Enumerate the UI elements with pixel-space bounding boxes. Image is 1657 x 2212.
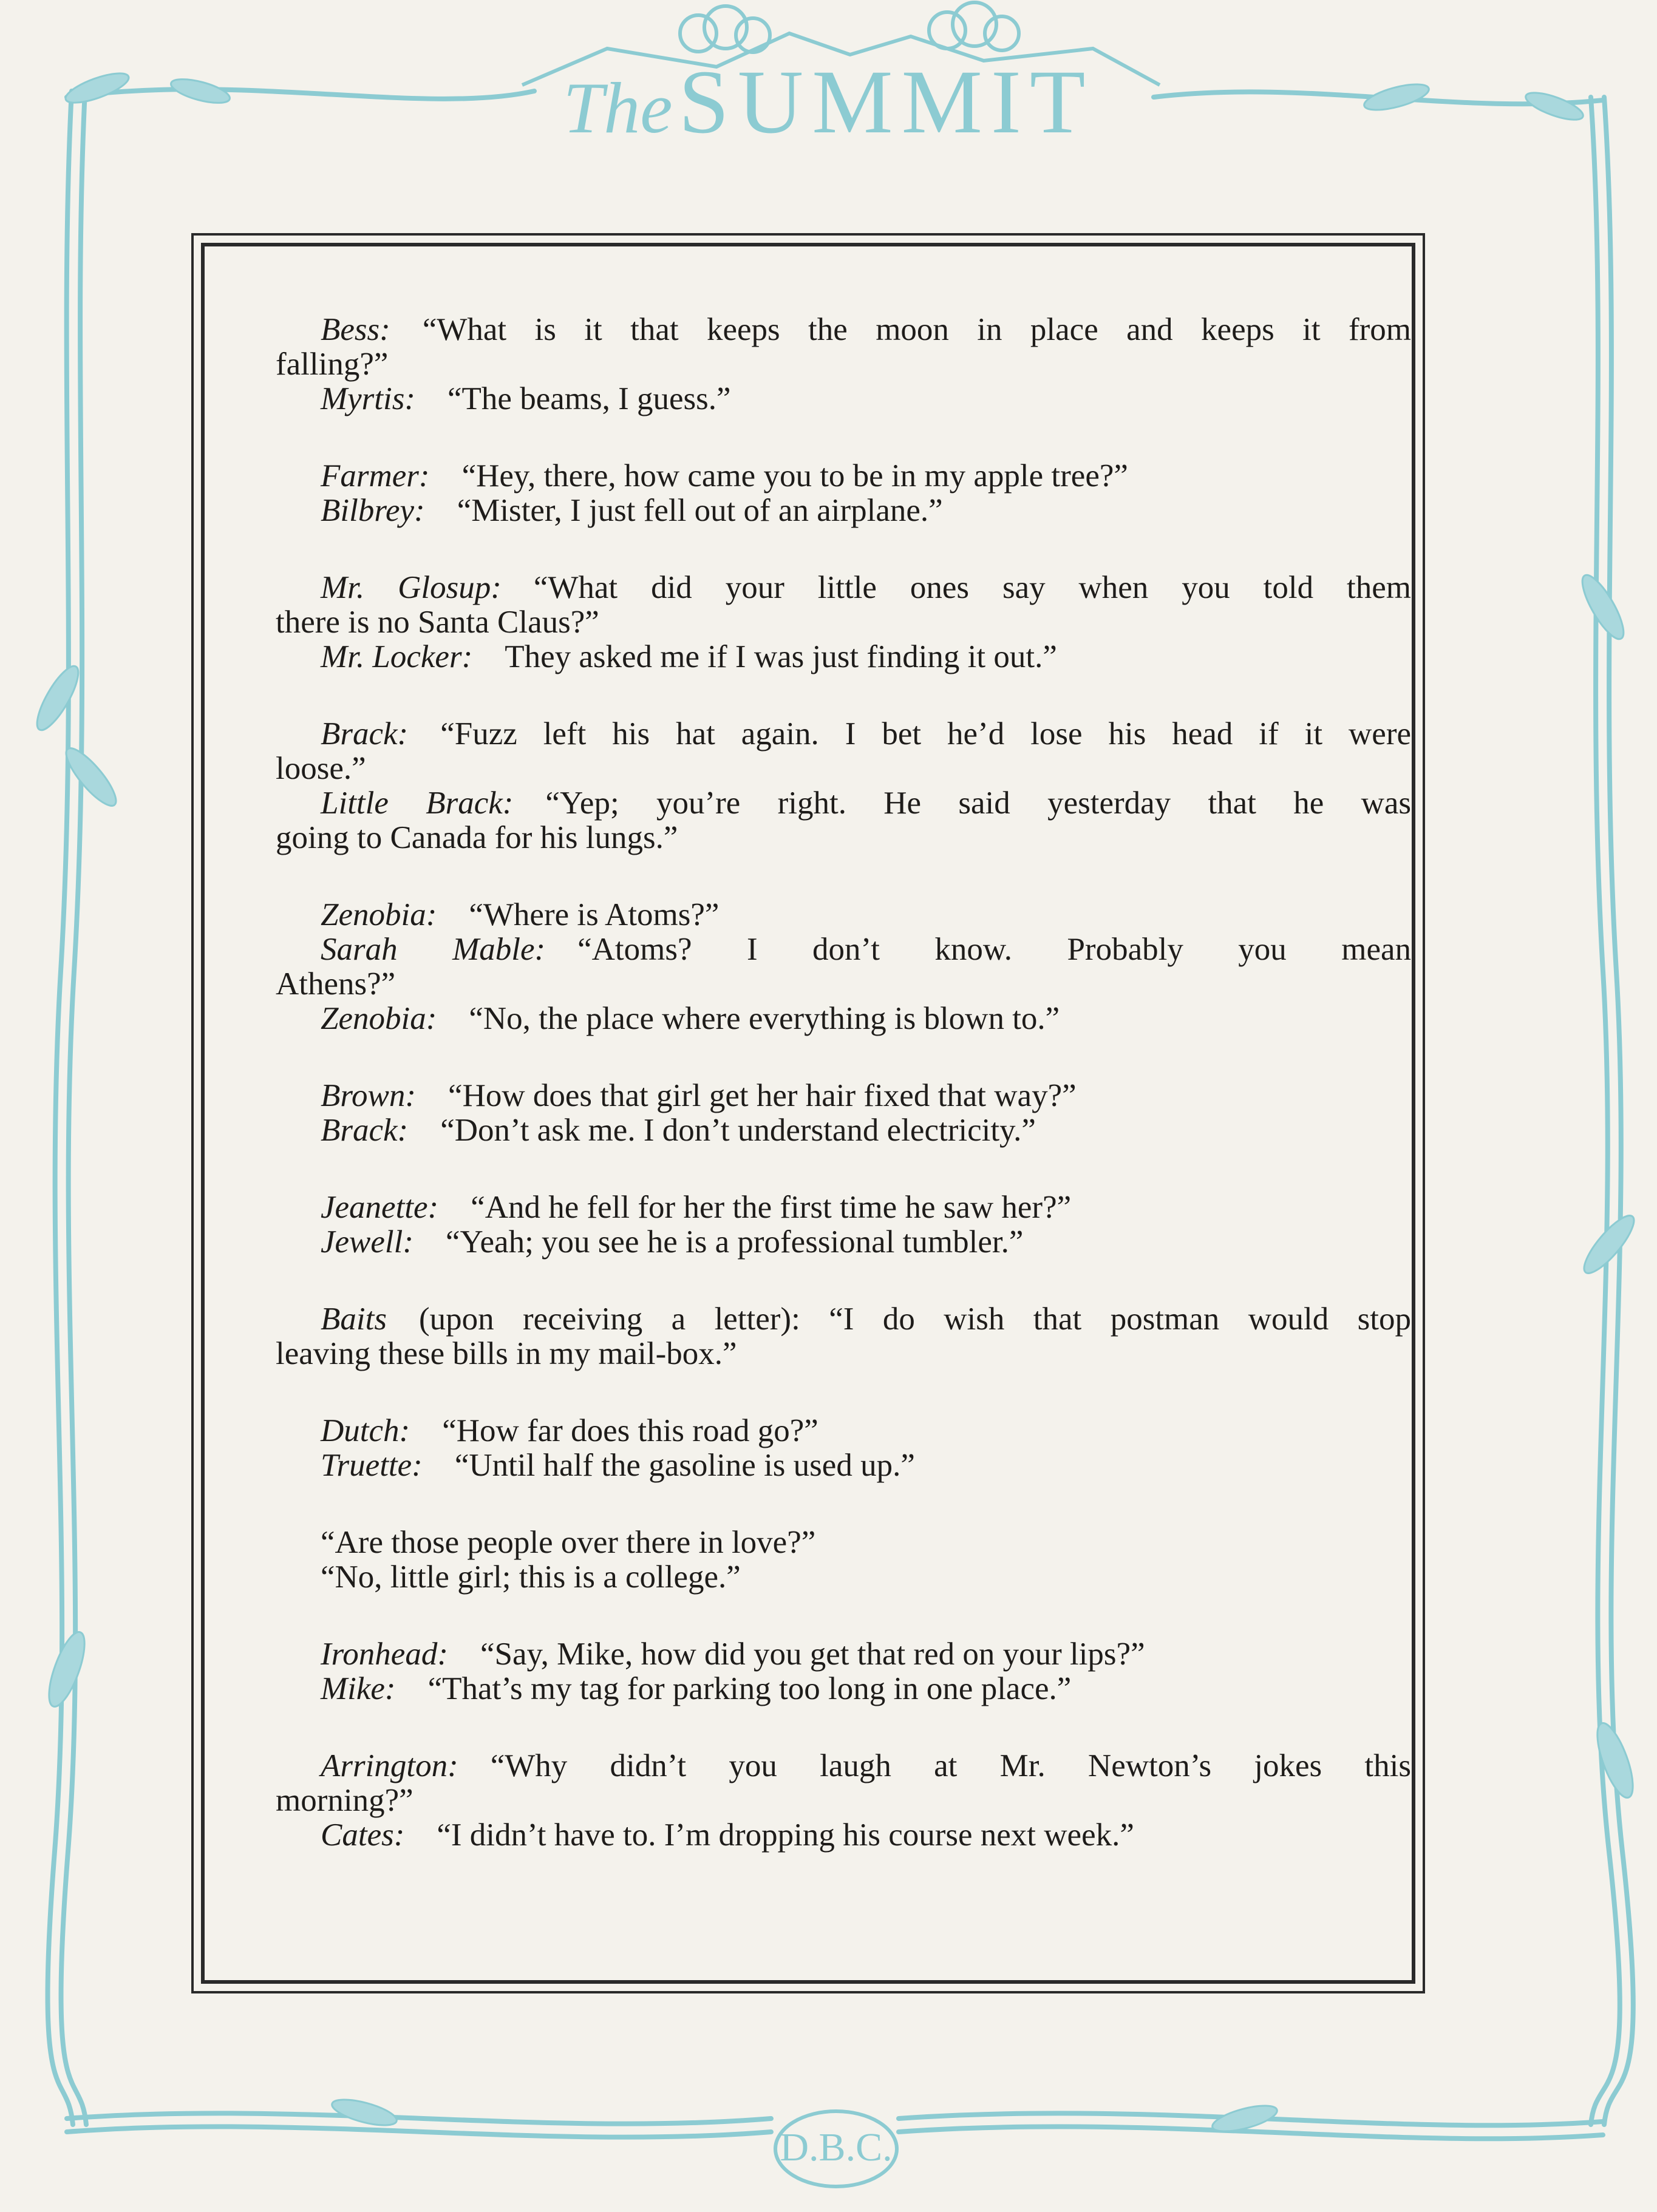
exchange xyxy=(276,717,1411,855)
speaker-name: Dutch: xyxy=(321,1413,410,1448)
exchange xyxy=(276,1190,1411,1260)
speaker-name: Mr. Locker: xyxy=(321,639,473,674)
exchange xyxy=(276,1749,1411,1853)
dialogue-line xyxy=(276,1560,1411,1595)
cloud-icon xyxy=(929,12,965,49)
dialogue-text: morning?” xyxy=(276,1783,413,1818)
speaker-name: Zenobia: xyxy=(321,1001,437,1036)
leaf-icon xyxy=(1575,570,1630,644)
dialogue-line xyxy=(276,1448,1411,1483)
title-prefix: The xyxy=(563,67,673,148)
dialogue-line xyxy=(276,1190,1411,1225)
dialogue-line xyxy=(276,1818,1411,1853)
dialogue-text: “How does that girl get her hair fixed that way?” xyxy=(448,1078,1077,1113)
title-word: SUMMIT xyxy=(678,52,1094,152)
dialogue-text: “Yeah; you see he is a professional tumbler.” xyxy=(446,1224,1024,1260)
speaker-name: Brown: xyxy=(321,1078,417,1113)
dialogue-line xyxy=(276,717,1411,751)
dialogue-text: (upon receiving a letter): “I do wish that postman would stop xyxy=(418,1301,1411,1337)
dialogue-text: Athens?” xyxy=(276,966,396,1002)
dialogue-text: “Atoms? I don’t know. Probably you mean xyxy=(577,932,1411,967)
dialogue-text: falling?” xyxy=(276,347,389,382)
exchange xyxy=(276,1414,1411,1483)
dialogue-line xyxy=(276,1225,1411,1260)
dialogue-text: “Are those people over there in love?” xyxy=(321,1525,816,1560)
dialogue-text: “No, the place where everything is blown to.” xyxy=(469,1001,1060,1036)
exchange xyxy=(276,313,1411,416)
dialogue-line xyxy=(276,1672,1411,1706)
dialogue-text: leaving these bills in my mail-box.” xyxy=(276,1336,737,1371)
dialogue-line xyxy=(276,898,1411,932)
dialogue-line xyxy=(276,1113,1411,1148)
dialogue-line xyxy=(276,1783,1411,1818)
dialogue-text: “Why didn’t you laugh at Mr. Newton’s jokes this xyxy=(490,1748,1411,1783)
dialogue-line xyxy=(276,1302,1411,1337)
dialogue-line xyxy=(276,932,1411,967)
speaker-name: Jewell: xyxy=(321,1224,414,1260)
dialogue-line xyxy=(276,494,1411,528)
page-title xyxy=(0,47,1657,157)
exchange xyxy=(276,571,1411,674)
dialogue-text: “I didn’t have to. I’m dropping his course next week.” xyxy=(437,1817,1134,1853)
exchange xyxy=(276,898,1411,1036)
speaker-name: Sarah Mable: xyxy=(321,932,546,967)
dialogue-text: “And he fell for her the first time he saw her?” xyxy=(471,1190,1072,1225)
speaker-name: Mr. Glosup: xyxy=(321,570,502,605)
dialogue-text: “That’s my tag for parking too long in one place.” xyxy=(427,1671,1072,1706)
dialogue-line xyxy=(276,1525,1411,1560)
dialogue-list xyxy=(276,313,1411,1895)
dialogue-line xyxy=(276,640,1411,674)
dialogue-line xyxy=(276,605,1411,640)
dialogue-text: “No, little girl; this is a college.” xyxy=(321,1559,741,1595)
dialogue-line xyxy=(276,786,1411,821)
dialogue-text: going to Canada for his lungs.” xyxy=(276,820,678,855)
exchange xyxy=(276,1525,1411,1595)
dialogue-text: “Fuzz left his hat again. I bet he’d lose his head if it were xyxy=(440,716,1411,751)
dialogue-line xyxy=(276,347,1411,382)
dialogue-text: “Yep; you’re right. He said yesterday that he was xyxy=(545,785,1411,821)
dialogue-text: “The beams, I guess.” xyxy=(447,381,731,416)
dialogue-line xyxy=(276,751,1411,786)
speaker-name: Mike: xyxy=(321,1671,396,1706)
right-vine xyxy=(1591,97,1620,2125)
speaker-name: Brack: xyxy=(321,1113,409,1148)
exchange xyxy=(276,1637,1411,1706)
exchange xyxy=(276,1079,1411,1148)
dialogue-line xyxy=(276,1414,1411,1448)
dialogue-text: “Until half the gasoline is used up.” xyxy=(454,1448,915,1483)
speaker-name: Bess: xyxy=(321,312,390,347)
leaf-icon xyxy=(330,2094,400,2130)
speaker-name: Arrington: xyxy=(321,1748,458,1783)
dialogue-line xyxy=(276,1337,1411,1371)
dialogue-text: “What did your little ones say when you told them xyxy=(533,570,1411,605)
speaker-name: Little Brack: xyxy=(321,785,514,821)
dialogue-text: “Say, Mike, how did you get that red on your lips?” xyxy=(480,1637,1145,1672)
speaker-name: Cates: xyxy=(321,1817,405,1853)
dialogue-line xyxy=(276,1749,1411,1783)
dialogue-line xyxy=(276,313,1411,347)
speaker-name: Bilbrey: xyxy=(321,493,425,528)
dialogue-text: there is no Santa Claus?” xyxy=(276,605,599,640)
leaf-icon xyxy=(42,1628,92,1711)
speaker-name: Zenobia: xyxy=(321,897,437,932)
dialogue-line xyxy=(276,821,1411,855)
dialogue-text: “Where is Atoms?” xyxy=(469,897,720,932)
speaker-name: Myrtis: xyxy=(321,381,416,416)
bottom-vine-left xyxy=(67,2113,771,2123)
dialogue-text: “Mister, I just fell out of an airplane.” xyxy=(457,493,943,528)
dialogue-text: “Hey, there, how came you to be in my apple tree?” xyxy=(461,458,1128,494)
dialogue-text: “Don’t ask me. I don’t understand electricity.” xyxy=(440,1113,1036,1148)
dialogue-line xyxy=(276,967,1411,1002)
dialogue-text: loose.” xyxy=(276,751,366,786)
speaker-name: Truette: xyxy=(321,1448,423,1483)
cloud-icon xyxy=(680,15,716,52)
exchange xyxy=(276,459,1411,528)
monogram: D.B.C. xyxy=(780,2125,893,2170)
speaker-name: Ironhead: xyxy=(321,1637,448,1672)
speaker-name: Jeanette: xyxy=(321,1190,439,1225)
exchange xyxy=(276,1302,1411,1371)
speaker-name: Baits xyxy=(321,1301,387,1337)
speaker-name: Brack: xyxy=(321,716,409,751)
dialogue-text: They asked me if I was just finding it out.” xyxy=(505,639,1057,674)
dialogue-text: “What is it that keeps the moon in place and keeps it from xyxy=(422,312,1411,347)
dialogue-line xyxy=(276,1637,1411,1672)
dialogue-line xyxy=(276,1079,1411,1113)
leaf-icon xyxy=(30,661,85,735)
dialogue-line xyxy=(276,459,1411,494)
dialogue-line xyxy=(276,382,1411,416)
dialogue-line xyxy=(276,571,1411,605)
dialogue-line xyxy=(276,1002,1411,1036)
speaker-name: Farmer: xyxy=(321,458,430,494)
dialogue-text: “How far does this road go?” xyxy=(442,1413,818,1448)
